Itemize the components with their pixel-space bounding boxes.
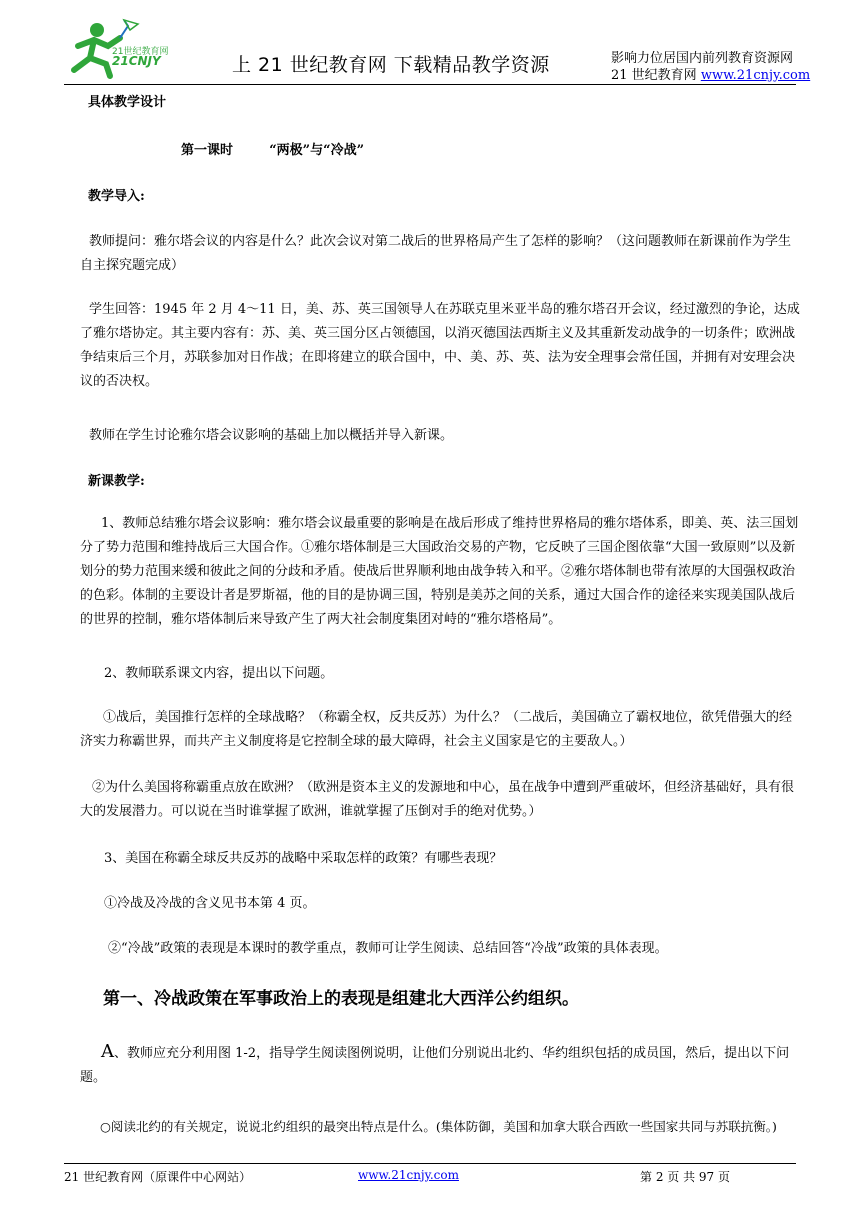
para-question: 教师提问：雅尔塔会议的内容是什么？此次会议对第二战后的世界格局产生了怎样的影响？（这问题教师在新课前作为学生自主探究题完成） [80, 234, 792, 273]
para-a [80, 1040, 800, 1090]
header-site-label: 21 世纪教育网 [611, 68, 701, 83]
footer-divider [64, 1163, 796, 1164]
header-title: 上 21 世纪教育网 下载精品教学资源 [232, 54, 550, 76]
para-3b: ②“冷战”政策的表现是本课时的教学重点，教师可让学生阅读、总结回答“冷战”政策的具体表现。 [108, 941, 668, 956]
heading-military: 第一、冷战政策在军事政治上的表现是组建北大西洋公约组织。 [103, 989, 579, 1009]
para-2b: ②为什么美国将称霸重点放在欧洲？（欧洲是资本主义的发源地和中心，虽在战争中遭到严重破坏，但经济基础好，具有很大的发展潜力。可以说在当时谁掌握了欧洲，谁就掌握了压倒对手的绝对优势。） [80, 780, 795, 819]
para-a-text: 、教师应充分利用图 1-2，指导学生阅读图例说明，让他们分别说出北约、华约组织包括的成员国，然后，提出以下问题。 [80, 1046, 790, 1085]
header-divider [64, 84, 796, 85]
para-a-letter: A [101, 1041, 114, 1062]
logo-text-en: 21CNJY [112, 54, 161, 68]
section-title: 具体教学设计 [88, 95, 167, 110]
para-3: 3、美国在称霸全球反共反苏的战略中采取怎样的政策？有哪些表现？ [104, 851, 503, 866]
para-summary: 教师在学生讨论雅尔塔会议影响的基础上加以概括并导入新课。 [89, 428, 454, 443]
para-circle: ○阅读北约的有关规定，说说北约组织的最突出特点是什么。(集体防御，美国和加拿大联合西欧一些国家共同与苏联抗衡。) [100, 1119, 777, 1134]
para-2a: ①战后，美国推行怎样的全球战略？（称霸全权，反共反苏）为什么？（二战后，美国确立了霸权地位，欲凭借强大的经济实力称霸世界，而共产主义制度将是它控制全球的最大障碍，社会主义国家是它的主要敌人。） [80, 710, 793, 749]
header-site-link[interactable]: www.21cnjy.com [700, 68, 811, 83]
page-number: 第 2 页 共 97 页 [640, 1170, 730, 1184]
para-2: 2、教师联系课文内容，提出以下问题。 [104, 666, 334, 681]
site-logo [64, 16, 184, 82]
header-site-line [611, 64, 810, 83]
footer-link[interactable]: www.21cnjy.com [358, 1168, 459, 1182]
new-lesson-heading: 新课教学: [88, 474, 145, 489]
para-answer: 学生回答：1945 年 2 月 4～11 日，美、苏、英三国领导人在苏联克里米亚半岛的雅尔塔召开会议，经过激烈的争论，达成了雅尔塔协定。其主要内容有：苏、美、英三国分区占领德国，以消灭德国法西斯主义及其重新发动战争的一切条件；欧洲战争结束后三个月，苏联参加对日作战；在即将建立的联合国中，中、美、苏、英、法为安全理事会常任国，并拥有对安理会决议的否决权。 [80, 302, 800, 389]
lesson-title: 第一课时 “两极”与“冷战” [181, 143, 365, 158]
header-slogan: 影响力位居国内前列教育资源网 [611, 51, 794, 66]
footer-site-name: 21 世纪教育网（原课件中心网站） [64, 1170, 252, 1184]
para-3a: ①冷战及冷战的含义见书本第 4 页。 [104, 896, 316, 911]
logo-text-cn: 21世纪教育网 [112, 47, 169, 57]
para-1: 1、教师总结雅尔塔会议影响：雅尔塔会议最重要的影响是在战后形成了维持世界格局的雅尔塔体系，即美、英、法三国划分了势力范围和维持战后三大国合作。①雅尔塔体制是三大国政治交易的产物，它反映了三国企图依靠“大国一致原则”以及新划分的势力范围来缓和彼此之间的分歧和矛盾。使战后世界顺利地由战争转入和平。②雅尔塔体制也带有浓厚的大国强权政治的色彩。体制的主要设计者是罗斯福，他的目的是协调三国，特别是美苏之间的关系，通过大国合作的途径来实现美国队战后的世界的控制，雅尔塔体制后来导致产生了两大社会制度集团对峙的“雅尔塔格局”。 [80, 516, 799, 627]
intro-heading: 教学导入: [88, 189, 145, 204]
